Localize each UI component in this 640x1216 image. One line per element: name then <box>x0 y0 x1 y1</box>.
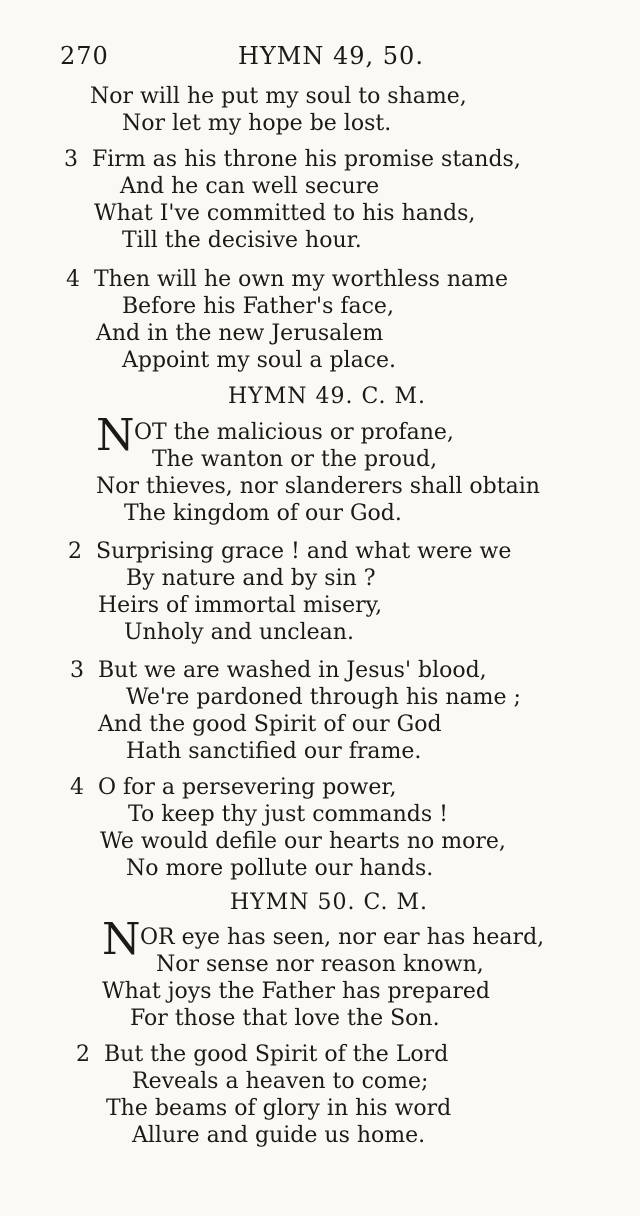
verse-line: We would defile our hearts no more, <box>100 829 506 854</box>
verse-line: The kingdom of our God. <box>124 501 402 526</box>
stanza-number: 4 <box>66 267 80 292</box>
verse-line: For those that love the Son. <box>130 1006 440 1031</box>
verse-line: OT the malicious or profane, <box>134 420 454 445</box>
continued-line: Nor let my hope be lost. <box>122 111 392 136</box>
verse-line: And in the new Jerusalem <box>96 321 384 346</box>
verse-line: Firm as his throne his promise stands, <box>92 147 521 172</box>
page-number: 270 <box>60 42 109 70</box>
verse-line: Unholy and unclean. <box>124 620 354 645</box>
running-title: HYMN 49, 50. <box>238 42 424 70</box>
verse-line: Hath sanctified our frame. <box>126 739 422 764</box>
verse-line: Appoint my soul a place. <box>122 348 397 373</box>
drop-cap: N <box>96 410 135 461</box>
hymn-heading: HYMN 50. C. M. <box>230 890 429 915</box>
verse-line: What joys the Father has prepared <box>102 979 490 1004</box>
verse-line: Allure and guide us home. <box>132 1123 426 1148</box>
verse-line: But we are washed in Jesus' blood, <box>98 658 487 683</box>
drop-cap: N <box>102 914 141 965</box>
verse-line: O for a persevering power, <box>98 775 397 800</box>
verse-line: What I've committed to his hands, <box>94 201 476 226</box>
verse-line: And he can well secure <box>120 174 380 199</box>
verse-line: No more pollute our hands. <box>126 856 434 881</box>
verse-line: Heirs of immortal misery, <box>98 593 383 618</box>
verse-line: The beams of glory in his word <box>106 1096 452 1121</box>
verse-line: Reveals a heaven to come; <box>132 1069 429 1094</box>
verse-line: Till the decisive hour. <box>122 228 362 253</box>
verse-line: By nature and by sin ? <box>126 566 376 591</box>
verse-line: We're pardoned through his name ; <box>126 685 521 710</box>
verse-line: But the good Spirit of the Lord <box>104 1042 449 1067</box>
stanza-number: 3 <box>70 658 84 683</box>
verse-line: To keep thy just commands ! <box>128 802 448 827</box>
hymn-heading: HYMN 49. C. M. <box>228 384 427 409</box>
verse-line: OR eye has seen, nor ear has heard, <box>140 925 545 950</box>
verse-line: Before his Father's face, <box>122 294 394 319</box>
verse-line: Nor sense nor reason known, <box>156 952 484 977</box>
verse-line: The wanton or the proud, <box>152 447 438 472</box>
stanza-number: 2 <box>68 539 82 564</box>
stanza-number: 2 <box>76 1042 90 1067</box>
stanza-number: 3 <box>64 147 78 172</box>
continued-line: Nor will he put my soul to shame, <box>90 84 467 109</box>
verse-line: And the good Spirit of our God <box>98 712 442 737</box>
verse-line: Then will he own my worthless name <box>94 267 509 292</box>
verse-line: Nor thieves, nor slanderers shall obtain <box>96 474 540 499</box>
verse-line: Surprising grace ! and what were we <box>96 539 512 564</box>
stanza-number: 4 <box>70 775 84 800</box>
